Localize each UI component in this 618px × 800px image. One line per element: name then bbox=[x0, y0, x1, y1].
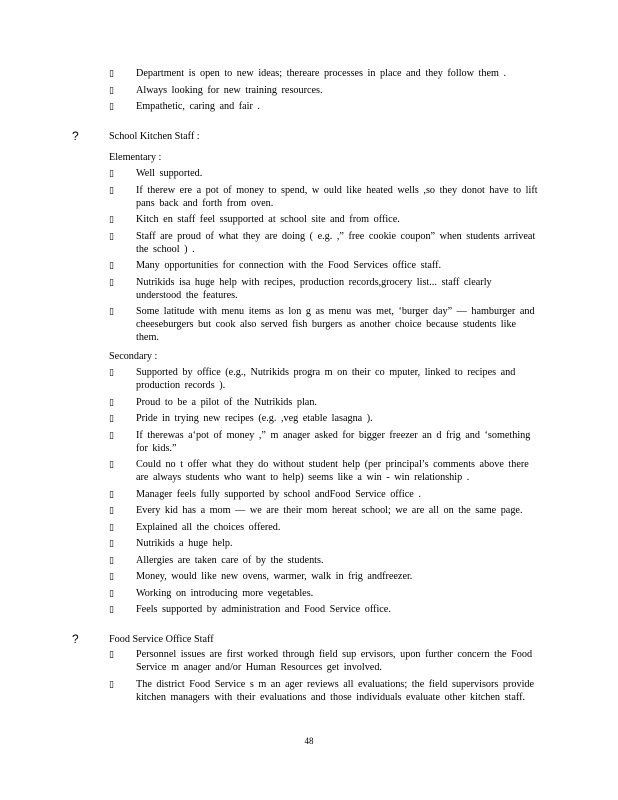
bullet-icon bbox=[109, 184, 136, 210]
list-item: ▯ Well supported. bbox=[109, 167, 539, 180]
office-staff-list bbox=[109, 648, 539, 707]
bullet-icon bbox=[109, 648, 136, 674]
bullet-icon bbox=[109, 276, 136, 302]
bullet-icon bbox=[109, 554, 136, 567]
section-marker-icon: ? bbox=[72, 129, 79, 143]
list-item: ▯ Always looking for new training resources. bbox=[109, 84, 539, 97]
subheading-elementary: Elementary : bbox=[109, 152, 162, 163]
bullet-icon bbox=[109, 67, 136, 80]
bullet-icon bbox=[109, 259, 136, 272]
list-item: ▯ Department is open to new ideas; thereare processes in place and they follow them . bbox=[109, 67, 539, 80]
bullet-icon bbox=[109, 587, 136, 600]
bullet-icon bbox=[109, 100, 136, 113]
list-item: ▯ Feels supported by administration and Food Service office. bbox=[109, 603, 539, 616]
bullet-icon bbox=[109, 84, 136, 97]
list-item: ▯ The district Food Service s m an ager reviews all evaluations; the field supervisors provide kitchen managers with their evaluations and those individuals evaluate other kitchen staff. bbox=[109, 678, 539, 704]
list-item: ▯ Proud to be a pilot of the Nutrikids plan. bbox=[109, 396, 539, 409]
list-item: ▯ Working on introducing more vegetables. bbox=[109, 587, 539, 600]
bullet-icon bbox=[109, 678, 136, 704]
list-item: ▯ If therew ere a pot of money to spend, w ould like heated wells ,so they donot have to lift pans back and forth from oven. bbox=[109, 184, 539, 210]
list-item: ▯ Personnel issues are first worked through field sup ervisors, upon further concern the Food Service m anager and/or Human Resources get involved. bbox=[109, 648, 539, 674]
bullet-icon bbox=[109, 429, 136, 455]
bullet-icon bbox=[109, 570, 136, 583]
list-item: ▯ If therewas a‘pot of money ,” m anager asked for bigger freezer an d frig and ‘something for kids.” bbox=[109, 429, 539, 455]
bullet-icon bbox=[109, 603, 136, 616]
list-item: ▯ Many opportunities for connection with the Food Services office staff. bbox=[109, 259, 539, 272]
section-heading: School Kitchen Staff : bbox=[109, 131, 200, 142]
bullet-icon bbox=[109, 366, 136, 392]
bullet-icon bbox=[109, 305, 136, 344]
list-item: ▯ Manager feels fully supported by school andFood Service office . bbox=[109, 488, 539, 501]
bullet-icon bbox=[109, 230, 136, 256]
list-item: ▯ Kitch en staff feel ssupported at school site and from office. bbox=[109, 213, 539, 226]
bullet-icon bbox=[109, 488, 136, 501]
list-item: ▯ Every kid has a mom — we are their mom hereat school; we are all on the same page. bbox=[109, 504, 539, 517]
intro-list bbox=[109, 67, 539, 117]
list-item: ▯ Allergies are taken care of by the students. bbox=[109, 554, 539, 567]
list-item: ▯ Supported by office (e.g., Nutrikids progra m on their co mputer, linked to recipes and production records ). bbox=[109, 366, 539, 392]
list-item: ▯ Nutrikids isa huge help with recipes, production records,grocery list... staff clearly understood the features. bbox=[109, 276, 539, 302]
bullet-icon bbox=[109, 213, 136, 226]
list-item: ▯ Some latitude with menu items as lon g as menu was met, ‘burger day” — hamburger and cheeseburgers but cook also served fish burgers as another choice because students like them. bbox=[109, 305, 539, 344]
section-heading: Food Service Office Staff bbox=[109, 634, 214, 645]
bullet-icon bbox=[109, 412, 136, 425]
list-item: ▯ Staff are proud of what they are doing ( e.g. ,” free cookie coupon” when students arriveat the school ) . bbox=[109, 230, 539, 256]
list-item: ▯ Explained all the choices offered. bbox=[109, 521, 539, 534]
list-item: ▯ Could no t offer what they do without student help (per principal’s comments above there are always students who want to help) seems like a win - win relationship . bbox=[109, 458, 539, 484]
list-item: ▯ Pride in trying new recipes (e.g. ,veg etable lasagna ). bbox=[109, 412, 539, 425]
list-item: ▯ Nutrikids a huge help. bbox=[109, 537, 539, 550]
bullet-icon bbox=[109, 537, 136, 550]
subheading-secondary: Secondary : bbox=[109, 351, 158, 362]
page-number: 48 bbox=[304, 736, 314, 746]
bullet-icon bbox=[109, 521, 136, 534]
elementary-list bbox=[109, 151, 539, 348]
section-marker-icon: ? bbox=[72, 632, 79, 646]
list-item: ▯ Empathetic, caring and fair . bbox=[109, 100, 539, 113]
bullet-icon bbox=[109, 504, 136, 517]
bullet-icon bbox=[109, 458, 136, 484]
list-item: ▯ Money, would like new ovens, warmer, walk in frig andfreezer. bbox=[109, 570, 539, 583]
secondary-list bbox=[109, 350, 539, 620]
bullet-icon bbox=[109, 167, 136, 180]
bullet-icon bbox=[109, 396, 136, 409]
